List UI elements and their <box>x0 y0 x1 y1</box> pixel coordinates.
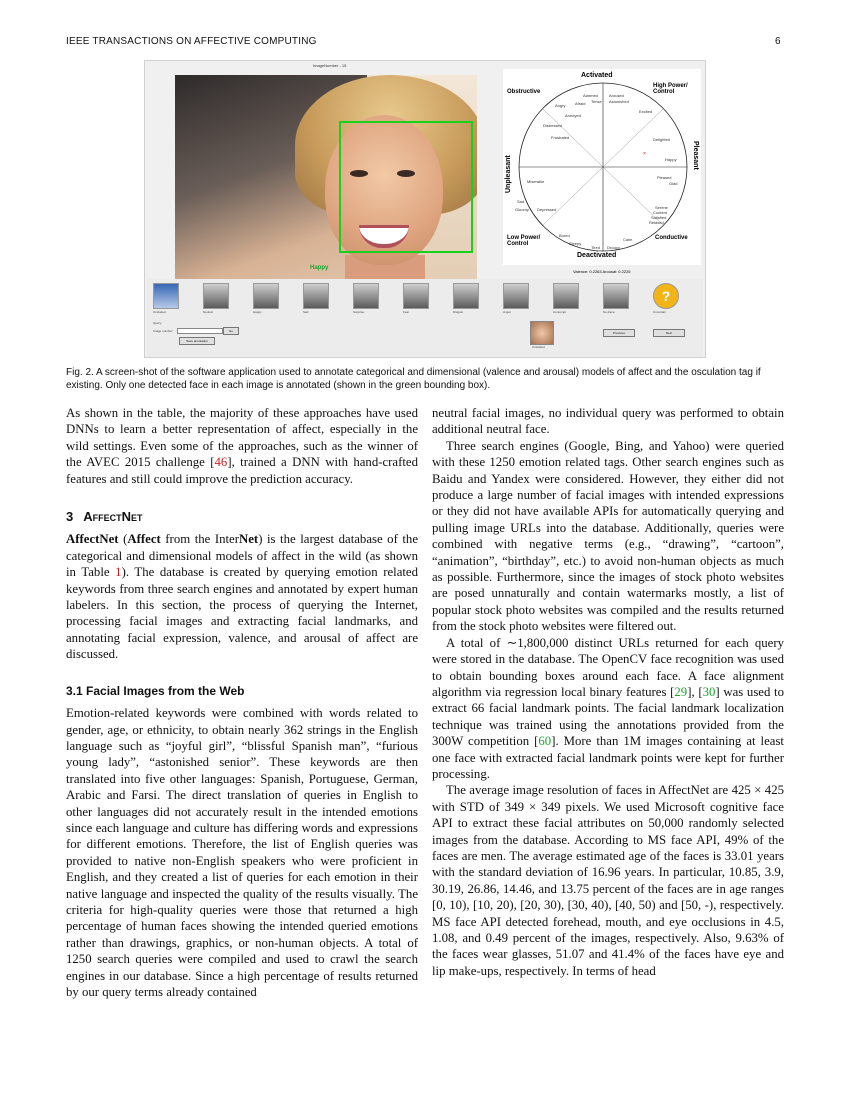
radio-happy[interactable]: Happy <box>253 310 262 314</box>
emotion-word: Delighted <box>653 137 670 142</box>
emotion-word: Tense <box>591 99 602 104</box>
radio-fear[interactable]: Fear <box>403 310 410 314</box>
radio-sad[interactable]: Sad <box>303 310 309 314</box>
page-number: 6 <box>775 36 781 47</box>
emotion-word: Pleased <box>657 175 672 180</box>
paragraph-resolution: The average image resolution of faces in AffectNet are 425 × 425 with STD of 349 × 349 pixels. We used Microsoft cognitive face API to extract these facial attributes on 50,000 randomly selected images from the database. According to MS face API, 49% of the faces are men. The average estimated age of the faces is 33.01 years with the standard deviation of 16.96 years. In particular, 10.85, 3.9, 30.19, 26.86, 14.46, and 13.75 percent of the faces are in age ranges [0, 10), [10, 20), [20, 30), [30, 40), [40, 50) and [50, -), respectively. MS face API detected forehead, mouth, and eye occlusions in 4.5, 1.08, and 0.49 percent of the images, respectively. Also, 9.63% of the faces wear glasses, 51.07 and 41.4% of the faces have eye and lip make-ups, respectively. In terms of head <box>432 783 784 978</box>
table-link[interactable]: 1 <box>115 565 122 580</box>
paragraph-affectnet: AffectNet (Affect from the InterNet) is the largest database of the categorical and dimensional models of affect in the wild (as shown in Table 1). The database is created by querying emotion related keywords from three search engines and annotated by expert human labelers. In this section, the process of querying the Internet, processing facial images and extracting facial landmarks, and annotating facial expression, valence, and arousal of affect are discussed. <box>66 532 419 662</box>
quadrant-conductive: Conductive <box>655 235 688 241</box>
paragraph-neutral: neutral facial images, no individual query was performed to obtain additional neutral face. <box>432 406 784 437</box>
emotion-word: Aroused <box>609 93 624 98</box>
thumbnail-sad[interactable] <box>303 283 329 309</box>
emotion-word: Content <box>653 210 668 215</box>
emotion-word: Alarmed <box>583 93 598 98</box>
thumbnail-contempt[interactable] <box>553 283 579 309</box>
paragraph-intro: As shown in the table, the majority of these approaches have used DNNs to learn a better representation of affect, especially in the wild settings. Even some of the approaches, such as the winner of the AVEC 2015 challenge [46], trained a DNN with hand-crafted features and still could improve the prediction accuracy. <box>66 406 419 486</box>
query-label: Query: <box>153 321 163 325</box>
valence-arousal-wheel[interactable] <box>503 69 701 265</box>
emotion-word: Tired <box>591 245 600 250</box>
expression-thumbnail-strip <box>147 279 703 319</box>
emotion-word: Frustrated <box>551 135 570 140</box>
next-button[interactable]: Next <box>653 329 685 337</box>
emotion-word: Calm <box>623 237 633 242</box>
svg-text:×: × <box>643 151 646 157</box>
quadrant-high-power: High Power/ Control <box>653 83 688 95</box>
citation-link[interactable]: 30 <box>702 684 716 699</box>
figure-screenshot <box>144 60 706 358</box>
occluded-face-preview <box>530 321 554 345</box>
occluded-checkbox[interactable]: Occluded <box>532 345 545 349</box>
thumbnail-neutral[interactable] <box>203 283 229 309</box>
radio-anger[interactable]: Anger <box>503 310 512 314</box>
thumbnail-anger[interactable] <box>503 283 529 309</box>
valence-arousal-readout: Valence: 0.2263 Arousal: 0.2225 <box>573 269 631 274</box>
thumbnail-disgust[interactable] <box>453 283 479 309</box>
right-column <box>432 405 784 979</box>
radio-occluded[interactable]: Occluded <box>153 310 166 314</box>
quadrant-obstructive: Obstructive <box>507 89 541 95</box>
predicted-label: Happy <box>310 265 329 271</box>
left-column <box>66 405 418 1000</box>
radio-neutral[interactable]: Neutral <box>203 310 213 314</box>
thumbnail-occluded[interactable] <box>153 283 179 309</box>
section-heading: 3 AffectNet <box>66 509 143 525</box>
paragraph-search-engines: Three search engines (Google, Bing, and Yahoo) were queried with these 1250 emotion related tags. Other search engines such as Baidu and Yandex were considered. However, they either did not produce a large number of facial images with intended expressions or they did not have available APIs for automatically querying and pulling image URLs into the database. Additionally, queries were combined with negative terms (e.g., “drawing”, “cartoon”, “animation”, “birthday”, etc.) to avoid non-human objects as much as possible. Furthermore, since the images of stock photo websites are posed unnaturally and contain watermarks mostly, a list of popular stock photo websites was compiled and the results returned from the stock photo websites were filtered out. <box>432 438 784 634</box>
subsection-heading: 3.1 Facial Images from the Web <box>66 683 245 698</box>
radio-uncertain[interactable]: Uncertain <box>653 310 666 314</box>
axis-activated: Activated <box>581 72 613 79</box>
radio-contempt[interactable]: Contempt <box>553 310 567 314</box>
paragraph-keywords: Emotion-related keywords were combined with words related to gender, age, or ethnicity, to obtain nearly 362 strings in the English language such as “joyful girl”, “blissful Spanish man”, “furious young lady”, “astonished senior”. These keywords are then translated into five other languages: Spanish, Portuguese, German, Arabic and Farsi. The direct translation of queries in English to other languages did not accurately result in the intended emotions since each language and culture has differing words and expressions for different emotions. Therefore, the list of English queries was provided to native non-English speakers who were proficient in English, and they created a list of queries for each emotion in their native language and inspected the quality of the results visually. The criteria for high-quality queries were those that returned a high percentage of human faces showing the intended queried emotions rather than drawings, graphics, or non-human objects. A total of 1250 search queries were compiled and used to crawl the search engines in our database. Since a high percentage of results returned by our query terms already contained <box>66 706 418 999</box>
emotion-word: Afraid <box>575 101 586 106</box>
emotion-word: Satisfied <box>651 215 667 220</box>
emotion-word: Astonished <box>609 99 629 104</box>
emotion-word: Bored <box>559 233 570 238</box>
annotation-controls <box>147 319 703 357</box>
radio-disgust[interactable]: Disgust <box>453 310 464 314</box>
emotion-word: Distressed <box>543 123 562 128</box>
emotion-word: Gloomy <box>515 207 529 212</box>
citation-link[interactable]: 46 <box>214 455 228 470</box>
citation-link[interactable]: 29 <box>674 684 688 699</box>
thumbnail-fear[interactable] <box>403 283 429 309</box>
save-annotation-button[interactable]: Save annotation <box>179 337 215 345</box>
emotion-word: Relaxed <box>649 220 664 225</box>
emotion-word: Happy <box>665 157 677 162</box>
emotion-word: Angry <box>555 103 566 108</box>
emotion-word: Annoyed <box>565 113 581 118</box>
radio-surprise[interactable]: Surprise <box>353 310 365 314</box>
figure-caption: Fig. 2. A screen-shot of the software application used to annotate categorical and dimensional (valence and arousal) models of affect and the osculation tag if existing. Only one detected face in each image is annotated (shown in the green bounding box). <box>66 367 761 391</box>
thumbnail-surprise[interactable] <box>353 283 379 309</box>
previous-button[interactable]: Previous <box>603 329 635 337</box>
image-number-input[interactable] <box>177 328 223 334</box>
axis-pleasant: Pleasant <box>692 141 699 170</box>
go-button[interactable]: Go <box>223 327 239 335</box>
quadrant-low-power: Low Power/ Control <box>507 235 541 247</box>
paragraph-urls: A total of ∼1,800,000 distinct URLs returned for each query were stored in the database. The OpenCV face recognition was used to obtain bounding boxes around each face. A face alignment algorithm via regression local binary features [29], [30] was used to extract 66 facial landmark points. The facial landmark localization technique was trained using the annotations provided from the 300W competition [60]. More than 1M images containing at least one face with extracted facial landmark points were kept for further processing. <box>432 635 785 781</box>
image-number-label: Image number: <box>153 329 174 333</box>
emotion-word: Depressed <box>537 207 557 212</box>
annotation-window-title: ImageNumber - 15 <box>313 63 347 68</box>
axis-deactivated: Deactivated <box>577 252 617 259</box>
emotion-word: Serene <box>655 205 668 210</box>
emotion-word: Sleepy <box>569 241 582 246</box>
emotion-word: Miserable <box>527 179 545 184</box>
emotion-word: Glad <box>669 181 678 186</box>
question-mark-icon[interactable]: ? <box>653 283 679 309</box>
running-header: IEEE TRANSACTIONS ON AFFECTIVE COMPUTING <box>66 36 317 47</box>
emotion-word: Droopy <box>607 245 620 250</box>
thumbnail-no-face[interactable] <box>603 283 629 309</box>
thumbnail-happy[interactable] <box>253 283 279 309</box>
citation-link[interactable]: 60 <box>538 734 552 749</box>
face-bounding-box <box>339 121 473 253</box>
emotion-word: Excited <box>639 109 653 114</box>
emotion-word: Sad <box>517 199 525 204</box>
radio-no-face[interactable]: No-Face <box>603 310 615 314</box>
axis-unpleasant: Unpleasant <box>505 155 512 193</box>
